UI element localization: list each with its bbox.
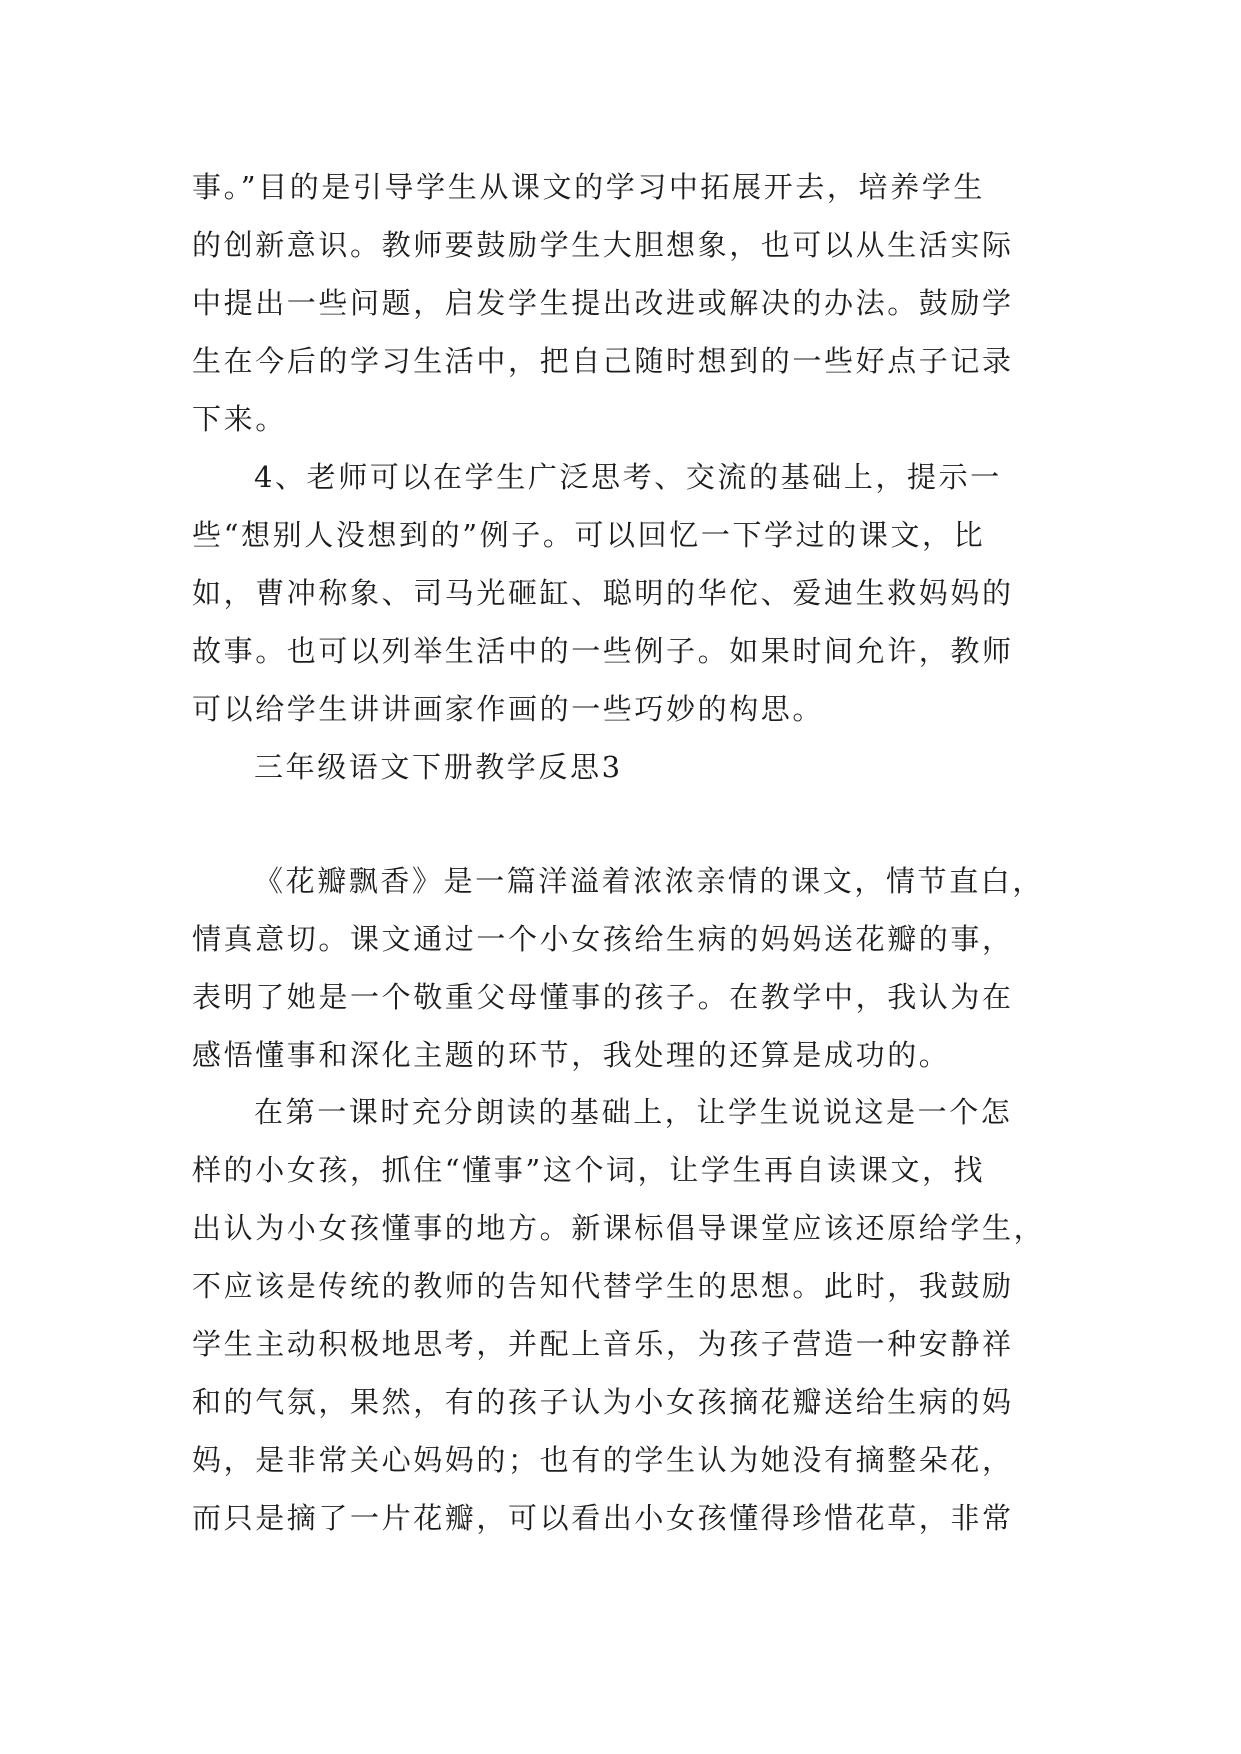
- text-line: 不应该是传统的教师的告知代替学生的思想。此时，我鼓励: [192, 1269, 1014, 1303]
- text-line: 学生主动积极地思考，并配上音乐，为孩子营造一种安静祥: [192, 1327, 1014, 1361]
- text-line: 些“想别人没想到的”例子。可以回忆一下学过的课文，比: [192, 518, 986, 552]
- text-line: 情真意切。课文通过一个小女孩给生病的妈妈送花瓣的事，: [192, 922, 1014, 956]
- text-line: 事。”目的是引导学生从课文的学习中拓展开去，培养学生: [192, 170, 985, 204]
- text-line: 在第一课时充分朗读的基础上，让学生说说这是一个怎: [254, 1095, 1013, 1129]
- text-line: 感悟懂事和深化主题的环节，我处理的还算是成功的。: [192, 1038, 951, 1072]
- text-line: 生在今后的学习生活中，把自己随时想到的一些好点子记录: [192, 344, 1014, 378]
- text-line: 可以给学生讲讲画家作画的一些巧妙的构思。: [192, 692, 825, 726]
- text-line: 4、老师可以在学生广泛思考、交流的基础上，提示一: [254, 460, 1002, 494]
- text-line: 出认为小女孩懂事的地方。新课标倡导课堂应该还原给学生，: [192, 1211, 1046, 1245]
- text-line: 中提出一些问题，启发学生提出改进或解决的办法。鼓励学: [192, 286, 1014, 320]
- paragraph-item-4: [192, 448, 1054, 738]
- paragraph-body: [192, 1083, 1054, 1547]
- text-line: 样的小女孩，抓住“懂事”这个词，让学生再自读课文，找: [192, 1153, 986, 1187]
- text-line: 表明了她是一个敬重父母懂事的孩子。在教学中，我认为在: [192, 980, 1014, 1014]
- text-line: 妈，是非常关心妈妈的；也有的学生认为她没有摘整朵花，: [192, 1443, 1014, 1477]
- text-line: 如，曹冲称象、司马光砸缸、聪明的华佗、爱迪生救妈妈的: [192, 576, 1014, 610]
- text-line: 和的气氛，果然，有的孩子认为小女孩摘花瓣送给生病的妈: [192, 1385, 1014, 1419]
- paragraph-intro: [192, 852, 1054, 1084]
- text-line: 下来。: [192, 402, 287, 436]
- text-line: 的创新意识。教师要鼓励学生大胆想象，也可以从生活实际: [192, 228, 1014, 262]
- text-line: 《花瓣飘香》是一篇洋溢着浓浓亲情的课文，情节直白，: [254, 864, 1045, 898]
- paragraph-continued: [192, 158, 1054, 448]
- section-heading-text: 三年级语文下册教学反思3: [254, 750, 623, 784]
- text-line: 而只是摘了一片花瓣，可以看出小女孩懂得珍惜花草，非常: [192, 1501, 1014, 1535]
- section-heading: [192, 738, 1054, 796]
- text-line: 故事。也可以列举生活中的一些例子。如果时间允许，教师: [192, 634, 1014, 668]
